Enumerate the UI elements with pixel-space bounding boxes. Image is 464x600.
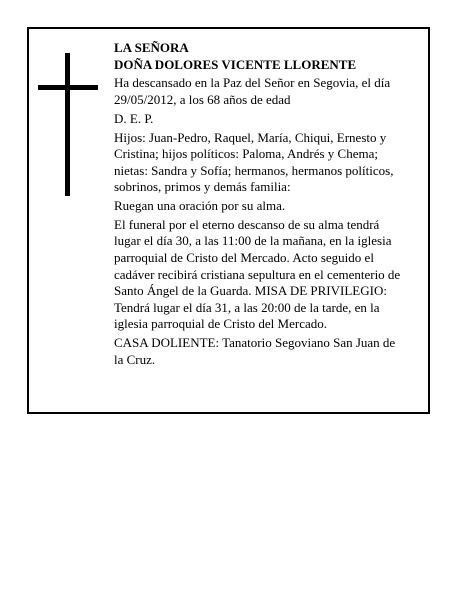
prayer-text: Ruegan una oración por su alma. (114, 198, 286, 214)
death-line: 29/05/2012, a los 68 años de edad (114, 91, 291, 107)
death-paragraph (114, 75, 418, 108)
cross-icon (38, 53, 98, 196)
family-line: Cristina; hijos políticos: Paloma, Andrés y Chema; (114, 146, 378, 162)
dep-text: D. E. P. (114, 110, 154, 126)
funeral-line: iglesia parroquial de Cristo del Mercado. (114, 316, 327, 332)
mourning-house-paragraph (114, 335, 418, 368)
mourning-house-line: CASA DOLIENTE: Tanatorio Segoviano San Juan de (114, 335, 396, 351)
funeral-line: Santo Ángel de la Guarda. MISA DE PRIVILEGIO: (114, 283, 387, 299)
funeral-paragraph (114, 217, 418, 333)
notice-title: LA SEÑORA (114, 40, 189, 55)
funeral-line: cadáver recibirá cristiana sepultura en el cementerio de (114, 266, 401, 282)
funeral-line: Tendrá lugar el día 31, a las 20:00 de la tarde, en la (114, 299, 380, 315)
obituary-text (114, 40, 418, 368)
family-line: nietas: Sandra y Sofía; hermanos, hermanos políticos, (114, 162, 394, 178)
family-line: sobrinos, primos y demás familia: (114, 179, 291, 195)
cross-horizontal-bar (38, 85, 98, 90)
mourning-house-line: la Cruz. (114, 351, 156, 367)
deceased-name: DOÑA DOLORES VICENTE LLORENTE (114, 56, 357, 72)
family-paragraph (114, 130, 418, 196)
family-line: Hijos: Juan-Pedro, Raquel, María, Chiqui, Ernesto y (114, 129, 387, 145)
funeral-line: parroquial de Cristo del Mercado. Acto seguido el (114, 250, 374, 266)
prayer-paragraph (114, 198, 418, 215)
funeral-line: lugar el día 30, a las 11:00 de la mañana, en la iglesia (114, 233, 392, 249)
dep-paragraph (114, 111, 418, 128)
funeral-line: El funeral por el eterno descanso de su alma tendrá (114, 216, 380, 232)
cross-vertical-bar (65, 53, 70, 196)
death-line: Ha descansado en la Paz del Señor en Segovia, el día (114, 75, 391, 91)
